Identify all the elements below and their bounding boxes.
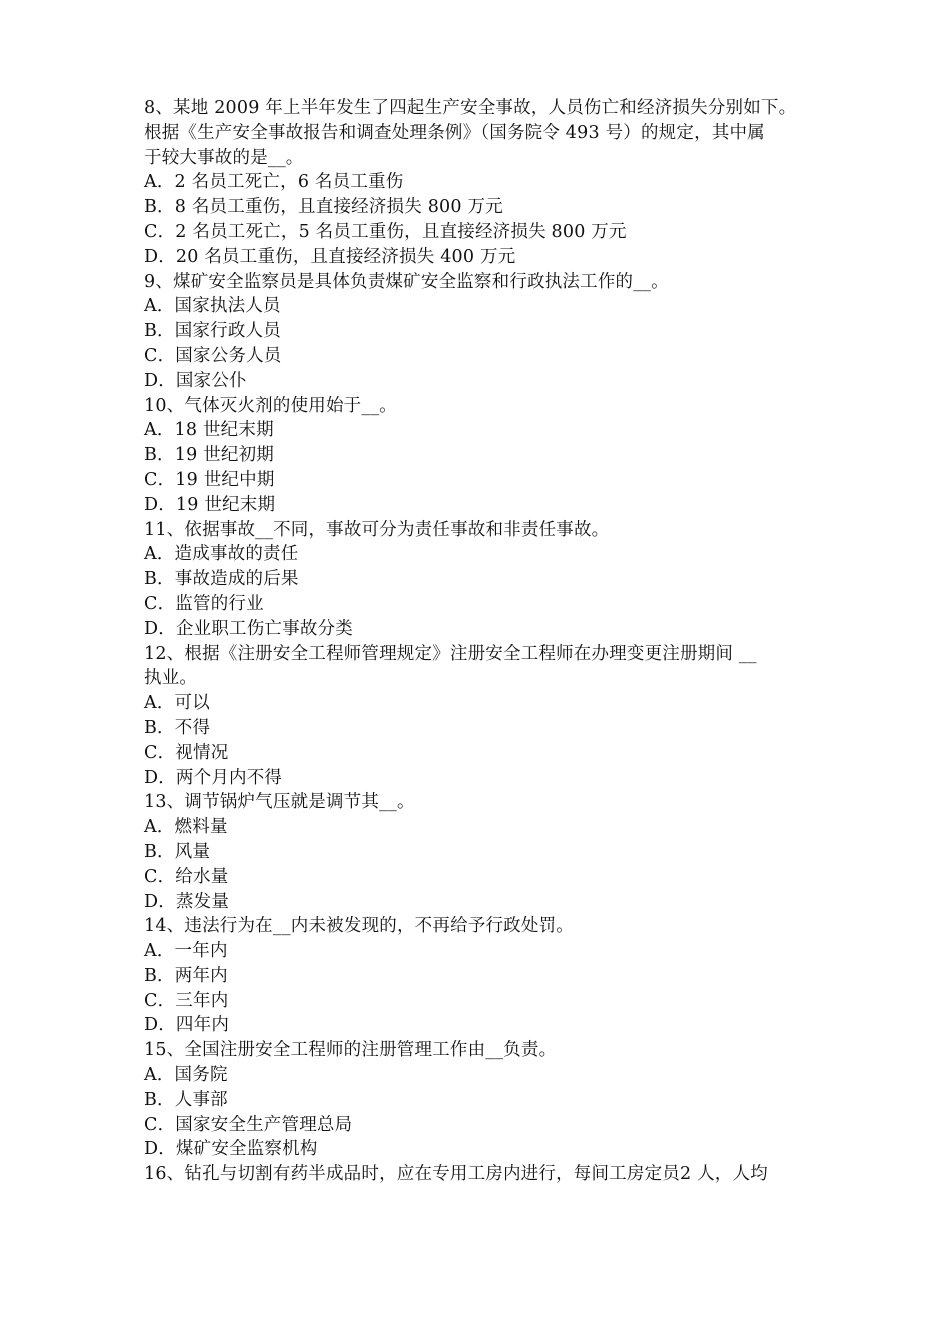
option-line: D．国家公仆 (144, 370, 247, 391)
option-line: A．18 世纪末期 (144, 420, 274, 441)
question-line: 15、全国注册安全工程师的注册管理工作由__负责。 (144, 1040, 557, 1061)
option-line: D．19 世纪末期 (144, 494, 276, 515)
option-line: C．监管的行业 (144, 593, 264, 614)
option-line: A．一年内 (144, 941, 228, 962)
option-line: C．视情况 (144, 742, 229, 763)
option-line: B．不得 (144, 717, 211, 738)
option-line: B．两年内 (144, 965, 228, 986)
option-line: C．三年内 (144, 990, 229, 1011)
text-line: 于较大事故的是__。 (144, 147, 304, 168)
option-line: C．给水量 (144, 866, 229, 887)
option-line: D．蒸发量 (144, 891, 230, 912)
option-line: B．19 世纪初期 (144, 445, 274, 466)
question-line: 11、依据事故__不同，事故可分为责任事故和非责任事故。 (144, 519, 610, 540)
option-line: A．国务院 (144, 1065, 228, 1086)
option-line: A．2 名员工死亡，6 名员工重伤 (144, 172, 404, 193)
option-line: A．造成事故的责任 (144, 544, 299, 565)
option-line: D．四年内 (144, 1015, 230, 1036)
text-line: 执业。 (144, 668, 198, 689)
option-line: B．风量 (144, 841, 211, 862)
option-line: C．国家安全生产管理总局 (144, 1114, 353, 1135)
question-line: 10、气体灭火剂的使用始于__。 (144, 395, 397, 416)
question-line: 12、根据《注册安全工程师管理规定》注册安全工程师在办理变更注册期间 __ (144, 643, 757, 664)
option-line: D．企业职工伤亡事故分类 (144, 618, 353, 639)
option-line: B．事故造成的后果 (144, 569, 299, 590)
option-line: D．煤矿安全监察机构 (144, 1139, 318, 1160)
question-line: 9、煤矿安全监察员是具体负责煤矿安全监察和行政执法工作的__。 (144, 271, 669, 292)
question-line: 14、违法行为在__内未被发现的，不再给予行政处罚。 (144, 916, 574, 937)
question-line: 13、调节锅炉气压就是调节其__。 (144, 792, 415, 813)
question-line: 16、钻孔与切割有药半成品时，应在专用工房内进行，每间工房定员2 人，人均 (144, 1164, 768, 1185)
document-body (144, 96, 814, 1187)
text-line: 8、某地 2009 年上半年发生了四起生产安全事故，人员伤亡和经济损失分别如下。 (144, 98, 797, 118)
option-line: C．2 名员工死亡，5 名员工重伤，且直接经济损失 800 万元 (144, 221, 627, 242)
option-line: D．两个月内不得 (144, 767, 283, 788)
option-line: B．8 名员工重伤，且直接经济损失 800 万元 (144, 197, 503, 218)
option-line: D．20 名员工重伤，且直接经济损失 400 万元 (144, 246, 516, 267)
option-line: C．19 世纪中期 (144, 469, 275, 490)
text-line: 根据《生产安全事故报告和调查处理条例》（国务院令 493 号）的规定，其中属 (144, 122, 765, 143)
option-line: A．燃料量 (144, 817, 228, 838)
option-line: B．国家行政人员 (144, 321, 281, 342)
option-line: A．可以 (144, 693, 210, 714)
option-line: B．人事部 (144, 1089, 228, 1110)
option-line: C．国家公务人员 (144, 345, 282, 366)
option-line: A．国家执法人员 (144, 296, 281, 317)
